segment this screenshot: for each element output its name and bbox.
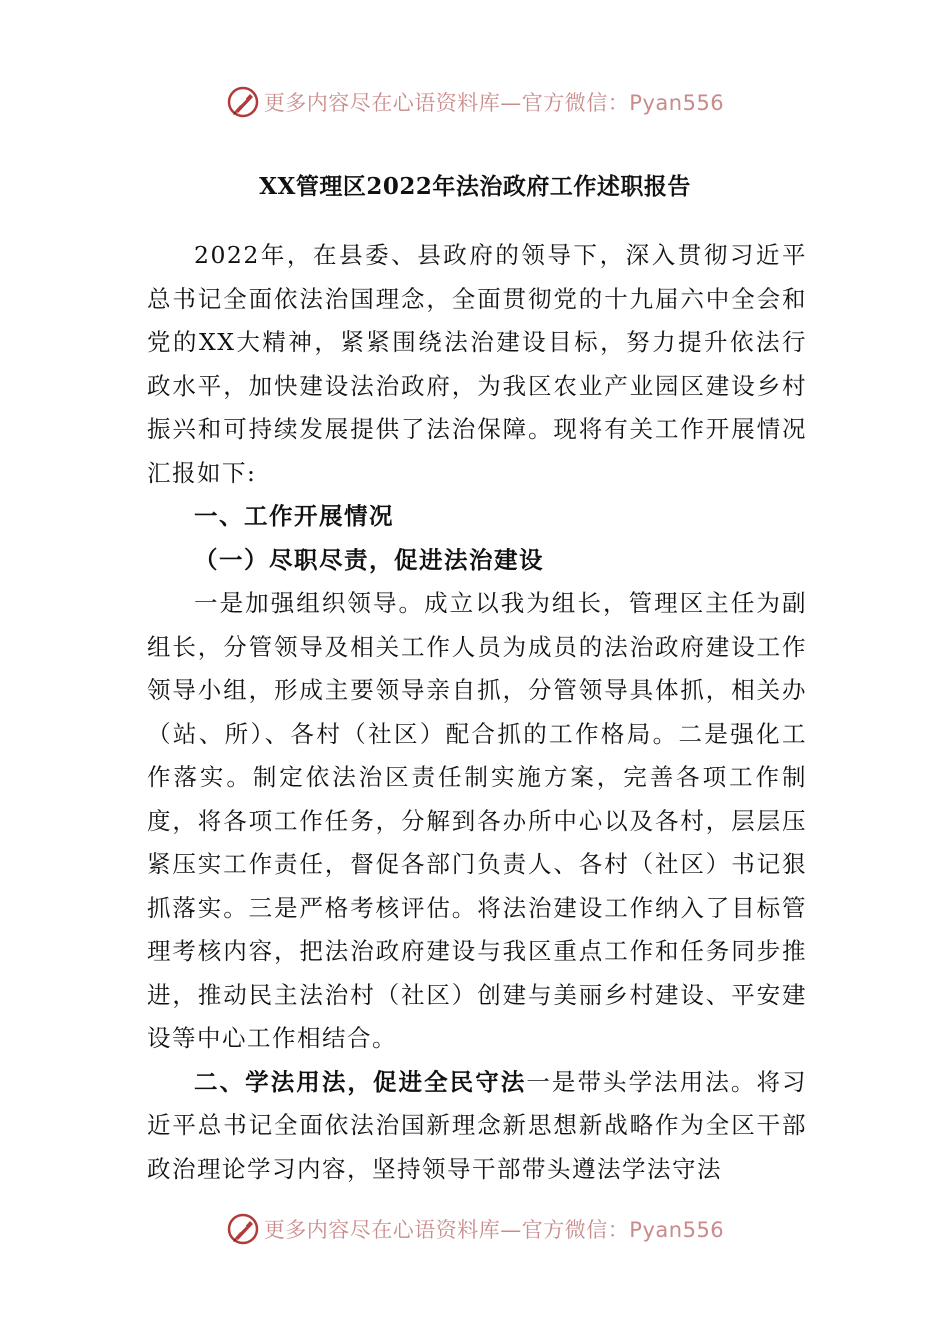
section-heading-2-inline: 二、学法用法，促进全民守法 <box>194 1067 527 1096</box>
header-watermark-banner <box>0 82 950 122</box>
watermark-group <box>226 1212 724 1246</box>
footer-watermark-banner <box>0 1209 950 1249</box>
intro-paragraph: 2022年，在县委、县政府的领导下，深入贯彻习近平总书记全面依法治国理念，全面贯彻党的十九届六中全会和党的XX大精神，紧紧围绕法治建设目标，努力提升依法行政水平，加快建设法治政府，为我区农业产业园区建设乡村振兴和可持续发展提供了法治保障。现将有关工作开展情况汇报如下: <box>147 241 807 487</box>
body-paragraph-2-text: 一是带头学法用法。将习近平总书记全面依法治国新理念新思想新战略作为全区干部政治理论学习内容，坚持领导干部带头遵法学法守法 <box>147 1067 808 1183</box>
subsection-heading-1: （一）尽职尽责，促进法治建设 <box>194 545 544 574</box>
body-paragraph-1: 一是加强组织领导。成立以我为组长，管理区主任为副组长，分管领导及相关工作人员为成员的法治政府建设工作领导小组，形成主要领导亲自抓，分管领导具体抓，相关办（站、所）、各村（社区）配合抓的工作格局。二是强化工作落实。制定依法治区责任制实施方案，完善各项工作制度，将各项工作任务，分解到各办所中心以及各村，层层压紧压实工作责任，督促各部门负责人、各村（社区）书记狠抓落实。三是严格考核评估。将法治建设工作纳入了目标管理考核内容，把法治政府建设与我区重点工作和任务同步推进，推动民主法治村（社区）创建与美丽乡村建设、平安建设等中心工作相结合。 <box>147 589 807 1052</box>
watermark-text: 更多内容尽在心语资料库—官方微信：Pyan556 <box>263 91 725 115</box>
document-body <box>147 234 807 1191</box>
watermark-text: 更多内容尽在心语资料库—官方微信：Pyan556 <box>263 1218 725 1242</box>
section-heading-1: 一、工作开展情况 <box>194 502 394 530</box>
quill-pen-logo-icon <box>226 1212 260 1246</box>
watermark-group <box>226 85 724 119</box>
document-title: XX管理区2022年法治政府工作述职报告 <box>259 173 691 200</box>
quill-pen-logo-icon <box>226 85 260 119</box>
body-paragraph-2 <box>147 1061 807 1192</box>
